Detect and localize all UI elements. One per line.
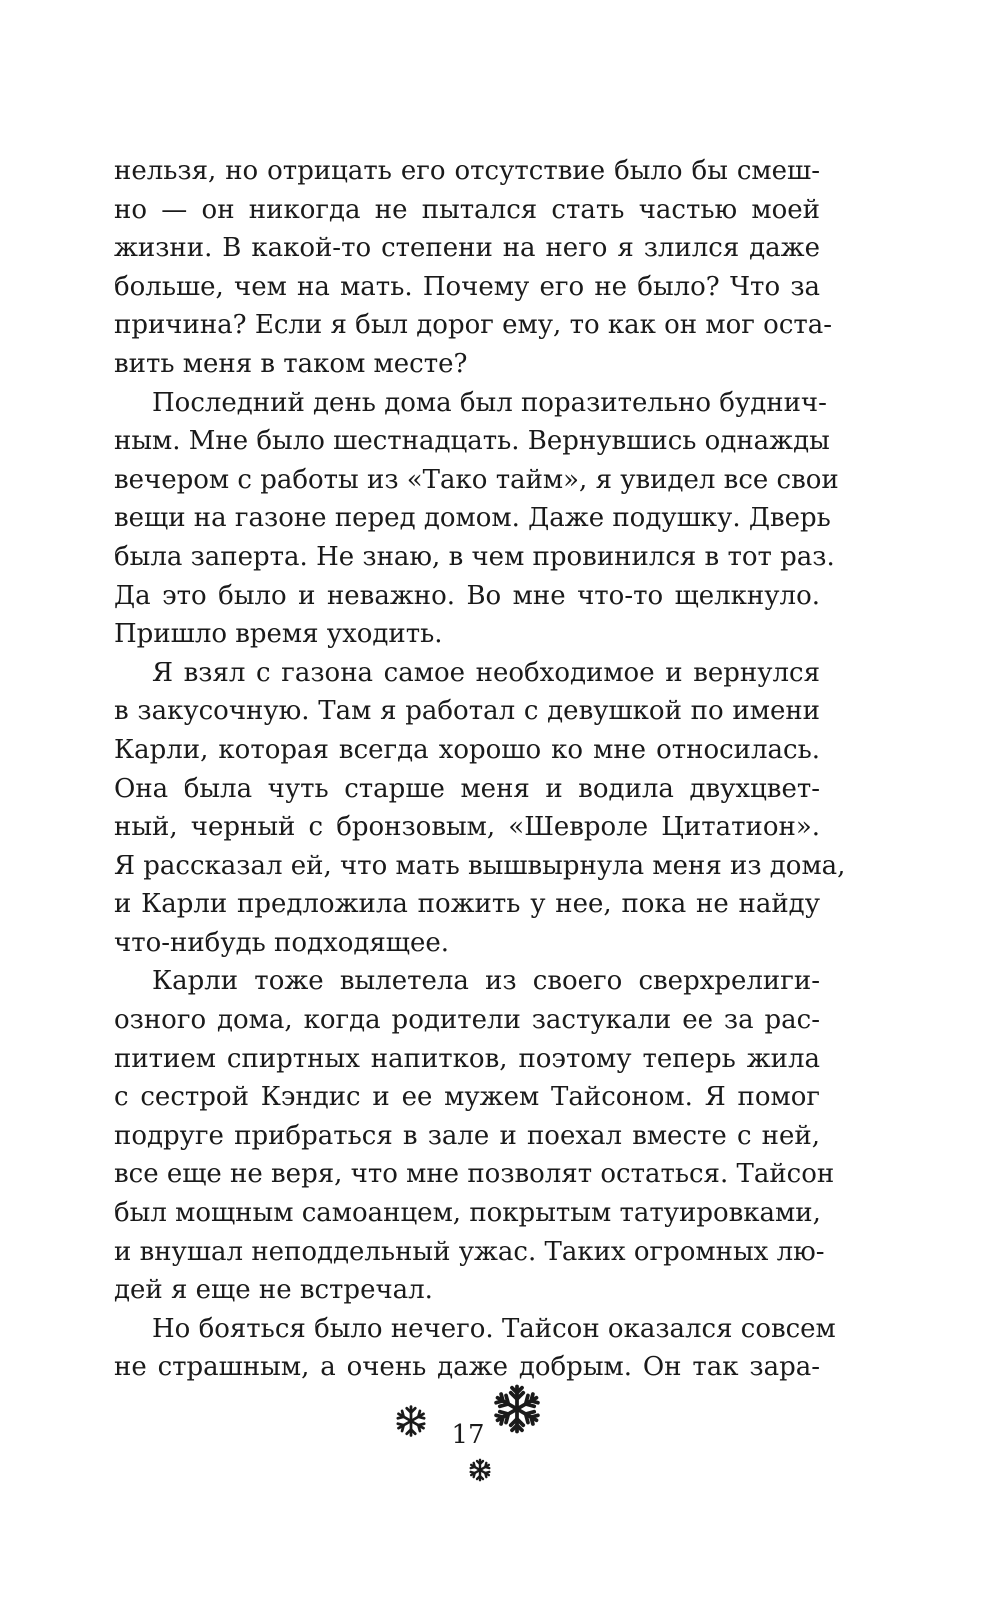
body-text [114,152,846,1387]
snowflake-icon [394,1404,428,1438]
text-line: не страшным, а очень даже добрым. Он так зара- [114,1352,820,1383]
text-line: но — он никогда не пытался стать частью моей [114,194,820,225]
text-line: ный, черный с бронзовым, «Шевроле Цитатион». [114,812,820,843]
text-line: вещи на газоне перед домом. Даже подушку. Дверь [114,503,831,534]
paragraph-first-line: Но бояться было нечего. Тайсон оказался совсем [152,1313,836,1344]
text-line: Я рассказал ей, что мать вышвырнула меня из дома, [114,850,846,881]
paragraph-last-line: дей я еще не встречал. [114,1275,433,1306]
text-line: Да это было и неважно. Во мне что-то щелкнуло. [114,580,820,611]
text-line: причина? Если я был дорог ему, то как он мог оста- [114,310,833,341]
paragraph-last-line: что-нибудь подходящее. [114,927,449,958]
text-line: озного дома, когда родители застукали ее за рас- [114,1005,820,1036]
text-line: в закусочную. Там я работал с девушкой по имени [114,696,820,727]
paragraph-first-line: Последний день дома был поразительно буднич- [152,387,827,418]
text-line: питием спиртных напитков, поэтому теперь жила [114,1043,820,1074]
text-line: и Карли предложила пожить у нее, пока не найду [114,889,820,920]
text-line: вечером с работы из «Тако тайм», я увидел все свои [114,464,839,495]
paragraph-last-line: Пришло время уходить. [114,619,443,650]
text-line: был мощным самоанцем, покрытым татуировками, [114,1198,821,1229]
text-line: с сестрой Кэндис и ее мужем Тайсоном. Я помог [114,1082,820,1113]
paragraph-first-line: Карли тоже вылетела из своего сверхрелиги- [152,966,820,997]
page-number: 17 [451,1420,485,1450]
text-line: больше, чем на мать. Почему его не было? Что за [114,271,820,302]
snowflake-icon [492,1384,542,1434]
text-line: и внушал неподдельный ужас. Таких огромных лю- [114,1236,825,1267]
text-line: все еще не веря, что мне позволят остаться. Тайсон [114,1159,835,1190]
text-line: нельзя, но отрицать его отсутствие было бы смеш- [114,156,820,186]
text-line: жизни. В какой-то степени на него я злился даже [114,233,820,264]
text-line: была заперта. Не знаю, в чем провинился в тот раз. [114,541,835,572]
snowflake-icon [468,1458,492,1482]
paragraph-first-line: Я взял с газона самое необходимое и вернулся [152,657,820,688]
text-line: подруге прибраться в зале и поехал вместе с ней, [114,1120,820,1151]
text-line: Карли, которая всегда хорошо ко мне относилась. [114,734,820,765]
text-line: ным. Мне было шестнадцать. Вернувшись однажды [114,426,830,457]
text-line: Она была чуть старше меня и водила двухцвет- [114,773,820,804]
paragraph-last-line: вить меня в таком месте? [114,348,468,379]
